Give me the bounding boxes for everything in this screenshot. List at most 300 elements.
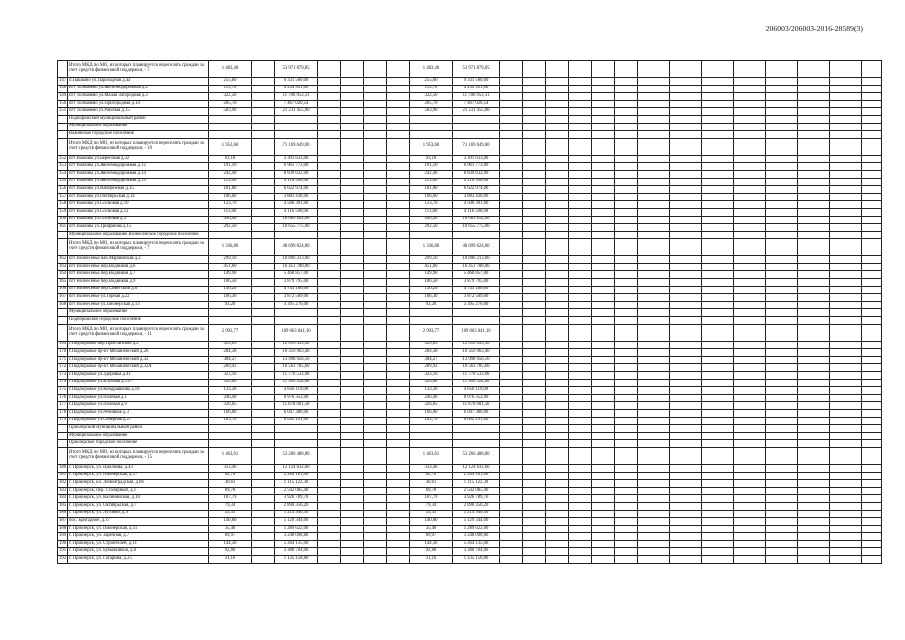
cost-cell: 5 129 344,00 bbox=[275, 518, 318, 526]
empty-cell bbox=[341, 510, 364, 518]
empty-cell bbox=[569, 178, 592, 186]
empty-cell bbox=[670, 402, 702, 410]
area-total-cell: 205,70 bbox=[410, 100, 453, 108]
empty-cell bbox=[766, 216, 798, 224]
row-number: 173 bbox=[58, 372, 68, 380]
row-number: 170 bbox=[58, 349, 68, 357]
empty-cell bbox=[734, 472, 766, 480]
section-header-row bbox=[58, 317, 882, 325]
empty-cell bbox=[862, 417, 882, 425]
table-row bbox=[58, 256, 882, 264]
empty-cell bbox=[387, 208, 410, 216]
empty-cell bbox=[387, 186, 410, 194]
empty-cell bbox=[830, 447, 862, 464]
empty-cell bbox=[638, 286, 670, 294]
empty-cell bbox=[702, 525, 734, 533]
empty-cell bbox=[830, 425, 862, 433]
empty-cell bbox=[615, 525, 638, 533]
empty-cell bbox=[592, 409, 615, 417]
address-cell: г.Подпорожье пр-кт Механический д.26 bbox=[68, 349, 209, 357]
empty-cell bbox=[387, 372, 410, 380]
table-row bbox=[58, 263, 882, 271]
empty-cell bbox=[830, 510, 862, 518]
empty-cell bbox=[766, 271, 798, 279]
empty-cell bbox=[592, 193, 615, 201]
empty-cell bbox=[702, 356, 734, 364]
address-cell: г.Подпорожье ул.Кондрашкова д.10 bbox=[68, 387, 209, 395]
cost-cell: 6 622 974,00 bbox=[275, 186, 318, 194]
empty-cell bbox=[500, 85, 523, 93]
address-cell: пгт Толмачево ул.Железнодорожная д.2 bbox=[68, 85, 209, 93]
table-row bbox=[58, 201, 882, 209]
empty-cell bbox=[546, 379, 569, 387]
empty-cell bbox=[364, 294, 387, 302]
empty-cell bbox=[523, 286, 546, 294]
empty-cell bbox=[546, 309, 569, 317]
area-cell: 166,00 bbox=[209, 409, 252, 417]
empty-cell bbox=[569, 349, 592, 357]
empty-cell bbox=[387, 409, 410, 417]
empty-cell bbox=[387, 356, 410, 364]
empty-cell bbox=[569, 379, 592, 387]
empty-cell bbox=[387, 256, 410, 264]
empty-cell bbox=[830, 472, 862, 480]
cost-total-cell: 48 699 624,00 bbox=[453, 239, 500, 256]
total-row bbox=[58, 138, 882, 155]
empty-cell bbox=[766, 317, 798, 325]
empty-cell bbox=[615, 502, 638, 510]
empty-cell bbox=[798, 341, 830, 349]
empty-cell bbox=[592, 417, 615, 425]
empty-cell bbox=[592, 464, 615, 472]
empty-cell bbox=[523, 379, 546, 387]
empty-cell bbox=[766, 356, 798, 364]
empty-cell bbox=[546, 231, 569, 239]
empty-cell bbox=[523, 201, 546, 209]
cost-total-cell: 11 878 001,50 bbox=[453, 402, 500, 410]
empty-cell bbox=[798, 108, 830, 116]
empty-cell bbox=[569, 93, 592, 101]
cost-cell: 11 770 533,00 bbox=[275, 372, 318, 380]
empty-cell bbox=[318, 286, 341, 294]
empty-cell bbox=[318, 379, 341, 387]
empty-cell bbox=[387, 394, 410, 402]
area-total-cell: 333,46 bbox=[410, 464, 453, 472]
empty-cell bbox=[638, 533, 670, 541]
address-cell: пгт Важины ул.Железнодорожная д.19 bbox=[68, 178, 209, 186]
area-total-cell: 242,40 bbox=[410, 170, 453, 178]
row-number: 154 bbox=[58, 170, 68, 178]
empty-cell bbox=[702, 301, 734, 309]
empty-cell bbox=[569, 138, 592, 155]
area-cell: 1 483,40 bbox=[209, 61, 252, 78]
address-cell: пгт Вознесенье пер.Водников д.9 bbox=[68, 279, 209, 287]
empty-cell bbox=[734, 78, 766, 86]
empty-cell bbox=[798, 518, 830, 526]
empty-cell bbox=[862, 131, 882, 139]
empty-cell bbox=[546, 518, 569, 526]
empty-cell bbox=[569, 239, 592, 256]
empty-cell bbox=[387, 231, 410, 239]
address-cell: Приозерское городское поселение bbox=[68, 440, 209, 448]
empty-cell bbox=[500, 224, 523, 232]
empty-cell bbox=[341, 163, 364, 171]
empty-cell bbox=[702, 364, 734, 372]
resettlement-table-sheet bbox=[57, 60, 861, 564]
row-number: 164 bbox=[58, 271, 68, 279]
empty-cell bbox=[798, 409, 830, 417]
table-row bbox=[58, 85, 882, 93]
empty-cell bbox=[387, 263, 410, 271]
empty-cell bbox=[615, 440, 638, 448]
empty-cell bbox=[592, 425, 615, 433]
empty-cell bbox=[252, 372, 275, 380]
address-cell: Итого МКД по МО, из которых планируется переселять граждан за счет средств финансовой поддержки, - 10 bbox=[68, 138, 209, 155]
empty-cell bbox=[670, 186, 702, 194]
empty-cell bbox=[798, 208, 830, 216]
empty-cell bbox=[734, 138, 766, 155]
empty-cell bbox=[364, 170, 387, 178]
empty-cell bbox=[500, 131, 523, 139]
empty-cell bbox=[318, 216, 341, 224]
empty-cell bbox=[318, 409, 341, 417]
empty-cell bbox=[615, 447, 638, 464]
row-number bbox=[58, 447, 68, 464]
empty-cell bbox=[670, 279, 702, 287]
empty-cell bbox=[364, 286, 387, 294]
cost-total-cell: 3 391 633,00 bbox=[453, 155, 500, 163]
empty-cell bbox=[830, 263, 862, 271]
empty-cell bbox=[615, 379, 638, 387]
empty-cell bbox=[523, 518, 546, 526]
address-cell: пгт Важины ул.Набережная д.15 bbox=[68, 186, 209, 194]
row-number: 181 bbox=[58, 472, 68, 480]
cost-total-cell: 3 883 438,00 bbox=[453, 193, 500, 201]
empty-cell bbox=[798, 170, 830, 178]
empty-cell bbox=[500, 286, 523, 294]
empty-cell bbox=[387, 495, 410, 503]
area-total-cell bbox=[410, 231, 453, 239]
empty-cell bbox=[615, 155, 638, 163]
empty-cell bbox=[830, 495, 862, 503]
empty-cell bbox=[702, 540, 734, 548]
empty-cell bbox=[798, 349, 830, 357]
area-total-cell: 113,00 bbox=[410, 208, 453, 216]
empty-cell bbox=[702, 186, 734, 194]
empty-cell bbox=[798, 356, 830, 364]
empty-cell bbox=[734, 349, 766, 357]
empty-cell bbox=[734, 309, 766, 317]
empty-cell bbox=[862, 356, 882, 364]
empty-cell bbox=[364, 208, 387, 216]
address-cell: Муниципальное образование bbox=[68, 123, 209, 131]
empty-cell bbox=[569, 464, 592, 472]
empty-cell bbox=[592, 100, 615, 108]
empty-cell bbox=[569, 324, 592, 341]
empty-cell bbox=[830, 518, 862, 526]
empty-cell bbox=[862, 201, 882, 209]
area-cell: 329,85 bbox=[209, 341, 252, 349]
empty-cell bbox=[546, 131, 569, 139]
empty-cell bbox=[862, 379, 882, 387]
empty-cell bbox=[670, 487, 702, 495]
empty-cell bbox=[318, 487, 341, 495]
empty-cell bbox=[387, 155, 410, 163]
address-cell: г. Приозерск, ул. Бумажников, д.6 bbox=[68, 548, 209, 556]
empty-cell bbox=[252, 447, 275, 464]
empty-cell bbox=[830, 372, 862, 380]
cost-total-cell: 53 971 879,85 bbox=[453, 61, 500, 78]
cost-cell: 1 115 122,30 bbox=[275, 480, 318, 488]
empty-cell bbox=[615, 279, 638, 287]
empty-cell bbox=[638, 324, 670, 341]
empty-cell bbox=[364, 138, 387, 155]
empty-cell bbox=[862, 464, 882, 472]
empty-cell bbox=[638, 138, 670, 155]
cost-total-cell: 11 905 324,00 bbox=[453, 379, 500, 387]
empty-cell bbox=[364, 364, 387, 372]
empty-cell bbox=[341, 533, 364, 541]
empty-cell bbox=[318, 525, 341, 533]
area-total-cell: 30,61 bbox=[410, 480, 453, 488]
empty-cell bbox=[798, 301, 830, 309]
empty-cell bbox=[638, 447, 670, 464]
empty-cell bbox=[318, 186, 341, 194]
empty-cell bbox=[569, 271, 592, 279]
empty-cell bbox=[670, 155, 702, 163]
empty-cell bbox=[798, 286, 830, 294]
empty-cell bbox=[252, 294, 275, 302]
empty-cell bbox=[734, 123, 766, 131]
empty-cell bbox=[638, 208, 670, 216]
empty-cell bbox=[318, 480, 341, 488]
empty-cell bbox=[546, 100, 569, 108]
empty-cell bbox=[830, 294, 862, 302]
table-row bbox=[58, 495, 882, 503]
empty-cell bbox=[364, 224, 387, 232]
empty-cell bbox=[569, 186, 592, 194]
empty-cell bbox=[862, 510, 882, 518]
empty-cell bbox=[592, 271, 615, 279]
empty-cell bbox=[364, 472, 387, 480]
empty-cell bbox=[318, 115, 341, 123]
empty-cell bbox=[546, 178, 569, 186]
empty-cell bbox=[341, 447, 364, 464]
empty-cell bbox=[766, 61, 798, 78]
cost-cell: 3 872 509,00 bbox=[275, 294, 318, 302]
empty-cell bbox=[638, 417, 670, 425]
cost-cell: 21 231 455,00 bbox=[275, 108, 318, 116]
empty-cell bbox=[766, 239, 798, 256]
empty-cell bbox=[341, 480, 364, 488]
empty-cell bbox=[638, 123, 670, 131]
empty-cell bbox=[798, 525, 830, 533]
empty-cell bbox=[569, 387, 592, 395]
empty-cell bbox=[500, 263, 523, 271]
empty-cell bbox=[318, 61, 341, 78]
cost-cell: 10 359 963,40 bbox=[275, 349, 318, 357]
empty-cell bbox=[318, 548, 341, 556]
empty-cell bbox=[798, 533, 830, 541]
empty-cell bbox=[702, 163, 734, 171]
total-row bbox=[58, 447, 882, 464]
empty-cell bbox=[523, 163, 546, 171]
area-cell: 69,78 bbox=[209, 487, 252, 495]
empty-cell bbox=[546, 138, 569, 155]
area-cell: 62,70 bbox=[209, 472, 252, 480]
empty-cell bbox=[615, 131, 638, 139]
empty-cell bbox=[252, 208, 275, 216]
row-number: 163 bbox=[58, 263, 68, 271]
empty-cell bbox=[830, 108, 862, 116]
address-cell: Муниципальное образование Вознесенское городское поселение bbox=[68, 231, 209, 239]
empty-cell bbox=[592, 78, 615, 86]
empty-cell bbox=[341, 61, 364, 78]
area-cell: 326,80 bbox=[209, 379, 252, 387]
empty-cell bbox=[318, 324, 341, 341]
empty-cell bbox=[798, 425, 830, 433]
empty-cell bbox=[500, 279, 523, 287]
table-row bbox=[58, 409, 882, 417]
empty-cell bbox=[734, 417, 766, 425]
empty-cell bbox=[830, 402, 862, 410]
empty-cell bbox=[387, 447, 410, 464]
empty-cell bbox=[734, 216, 766, 224]
cost-total-cell: 4 856 119,00 bbox=[453, 387, 500, 395]
empty-cell bbox=[592, 286, 615, 294]
cost-cell: 11 706 953,31 bbox=[275, 93, 318, 101]
empty-cell bbox=[798, 201, 830, 209]
cost-cell bbox=[275, 317, 318, 325]
empty-cell bbox=[341, 108, 364, 116]
empty-cell bbox=[702, 193, 734, 201]
empty-cell bbox=[341, 170, 364, 178]
row-number: 156 bbox=[58, 186, 68, 194]
empty-cell bbox=[387, 525, 410, 533]
empty-cell bbox=[638, 186, 670, 194]
section-header-row bbox=[58, 440, 882, 448]
cost-cell: 3 883 438,00 bbox=[275, 193, 318, 201]
empty-cell bbox=[702, 271, 734, 279]
empty-cell bbox=[387, 279, 410, 287]
empty-cell bbox=[766, 432, 798, 440]
empty-cell bbox=[798, 387, 830, 395]
empty-cell bbox=[500, 155, 523, 163]
address-cell: Итого МКД по МО, из которых планируется переселять граждан за счет средств финансовой поддержки, - 7 bbox=[68, 239, 209, 256]
empty-cell bbox=[862, 349, 882, 357]
empty-cell bbox=[364, 356, 387, 364]
empty-cell bbox=[387, 518, 410, 526]
empty-cell bbox=[702, 379, 734, 387]
empty-cell bbox=[523, 256, 546, 264]
empty-cell bbox=[615, 256, 638, 264]
empty-cell bbox=[638, 379, 670, 387]
cost-cell: 12 124 632,60 bbox=[275, 464, 318, 472]
empty-cell bbox=[766, 279, 798, 287]
empty-cell bbox=[830, 480, 862, 488]
empty-cell bbox=[546, 201, 569, 209]
empty-cell bbox=[364, 131, 387, 139]
address-cell: п.Пашково ул.Пароходная д.4а bbox=[68, 78, 209, 86]
area-cell: 89,97 bbox=[209, 533, 252, 541]
empty-cell bbox=[364, 115, 387, 123]
empty-cell bbox=[341, 409, 364, 417]
empty-cell bbox=[638, 131, 670, 139]
empty-cell bbox=[862, 472, 882, 480]
empty-cell bbox=[766, 464, 798, 472]
empty-cell bbox=[798, 487, 830, 495]
empty-cell bbox=[862, 100, 882, 108]
empty-cell bbox=[341, 301, 364, 309]
empty-cell bbox=[341, 309, 364, 317]
table-row bbox=[58, 286, 882, 294]
empty-cell bbox=[341, 518, 364, 526]
empty-cell bbox=[500, 231, 523, 239]
empty-cell bbox=[318, 85, 341, 93]
cost-cell: 53 266 488,80 bbox=[275, 447, 318, 464]
empty-cell bbox=[638, 78, 670, 86]
empty-cell bbox=[569, 533, 592, 541]
empty-cell bbox=[546, 279, 569, 287]
row-number: 171 bbox=[58, 356, 68, 364]
empty-cell bbox=[318, 533, 341, 541]
empty-cell bbox=[569, 472, 592, 480]
cost-cell bbox=[275, 425, 318, 433]
empty-cell bbox=[318, 163, 341, 171]
empty-cell bbox=[341, 387, 364, 395]
empty-cell bbox=[252, 301, 275, 309]
empty-cell bbox=[766, 286, 798, 294]
empty-cell bbox=[569, 417, 592, 425]
cost-cell: 109 063 041,10 bbox=[275, 324, 318, 341]
area-total-cell bbox=[410, 131, 453, 139]
empty-cell bbox=[830, 123, 862, 131]
empty-cell bbox=[670, 201, 702, 209]
cost-cell: 3 879 795,00 bbox=[275, 279, 318, 287]
area-total-cell: 113,00 bbox=[410, 178, 453, 186]
empty-cell bbox=[387, 533, 410, 541]
empty-cell bbox=[523, 324, 546, 341]
table-row bbox=[58, 525, 882, 533]
row-number: 175 bbox=[58, 387, 68, 395]
empty-cell bbox=[734, 100, 766, 108]
empty-cell bbox=[798, 216, 830, 224]
empty-cell bbox=[702, 263, 734, 271]
empty-cell bbox=[569, 409, 592, 417]
empty-cell bbox=[318, 502, 341, 510]
row-number: 162 bbox=[58, 256, 68, 264]
empty-cell bbox=[252, 256, 275, 264]
empty-cell bbox=[252, 309, 275, 317]
empty-cell bbox=[670, 472, 702, 480]
empty-cell bbox=[798, 447, 830, 464]
empty-cell bbox=[798, 432, 830, 440]
empty-cell bbox=[546, 440, 569, 448]
cost-total-cell: 3 248 098,80 bbox=[453, 533, 500, 541]
empty-cell bbox=[252, 317, 275, 325]
empty-cell bbox=[341, 263, 364, 271]
empty-cell bbox=[766, 123, 798, 131]
empty-cell bbox=[523, 409, 546, 417]
empty-cell bbox=[387, 440, 410, 448]
empty-cell bbox=[670, 394, 702, 402]
empty-cell bbox=[638, 263, 670, 271]
empty-cell bbox=[546, 317, 569, 325]
empty-cell bbox=[638, 356, 670, 364]
empty-cell bbox=[862, 93, 882, 101]
empty-cell bbox=[252, 170, 275, 178]
empty-cell bbox=[364, 155, 387, 163]
